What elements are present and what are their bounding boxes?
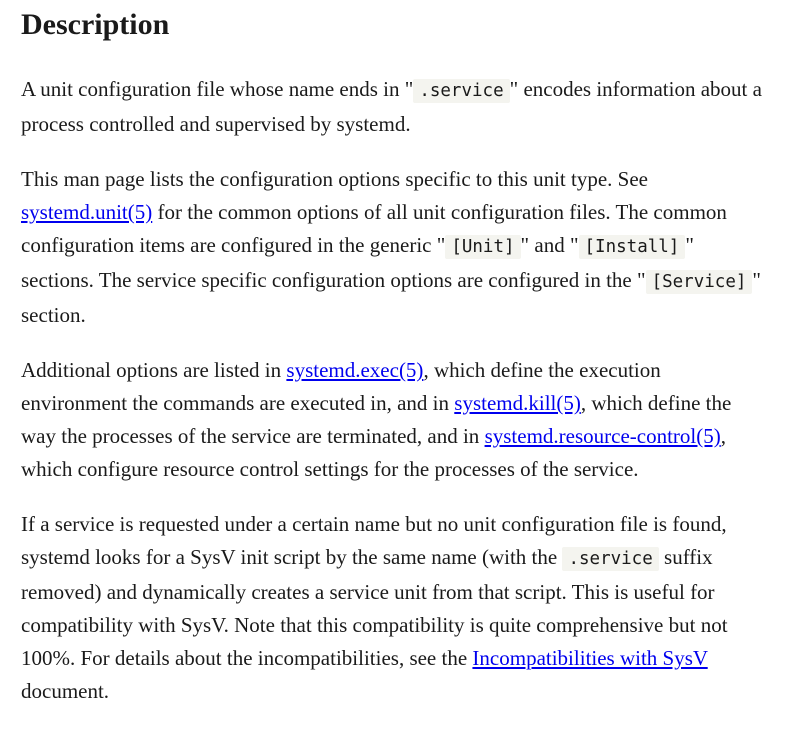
inline-code: .service [413,79,509,103]
link-systemd-exec-5[interactable]: systemd.exec(5) [286,358,424,382]
text-run: " section. [21,268,761,327]
text-run: document. [21,679,110,703]
text-run: Additional options are listed in [21,358,287,382]
section-heading: Description [21,8,170,41]
link-systemd-unit-5[interactable]: systemd.unit(5) [21,200,153,224]
link-systemd-resource-control-5[interactable]: systemd.resource-control(5) [484,424,721,448]
text-run: " and " [520,233,579,257]
text-run: , which define the way the processes of the service are terminated, and in [21,391,732,448]
text-run: , which configure resource control settings for the processes of the service. [21,424,726,481]
inline-code: [Unit] [445,235,520,259]
section-body [21,73,765,708]
text-run: , which define the execution environment the commands are executed in, and in [21,358,661,415]
text-run: This man page lists the configuration options specific to this unit type. See [21,167,648,191]
text-run: " sections. The service specific configuration options are configured in the " [21,233,694,292]
text-run: If a service is requested under a certain name but no unit configuration file is found, systemd looks for a SysV init script by the same name (with the [21,512,727,569]
text-run: " encodes information about a process controlled and supervised by systemd. [21,77,762,136]
paragraph [21,163,765,332]
text-run: suffix removed) and dynamically creates a service unit from that script. This is useful for compatibility with SysV. Note that this compatibility is quite comprehensive but not 100%. For details about the incompatibilities, see the [21,545,728,670]
link-incompatibilities-with-sysv[interactable]: Incompatibilities with SysV [472,646,708,670]
paragraph [21,73,765,141]
paragraph [21,354,765,486]
text-run: A unit configuration file whose name ends in " [21,77,414,101]
inline-code: [Install] [579,235,686,259]
link-systemd-kill-5[interactable]: systemd.kill(5) [454,391,581,415]
paragraph [21,508,765,708]
text-run: for the common options of all unit configuration files. The common configuration items are configured in the generic " [21,200,727,257]
inline-code: [Service] [646,270,753,294]
inline-code: .service [562,547,658,571]
